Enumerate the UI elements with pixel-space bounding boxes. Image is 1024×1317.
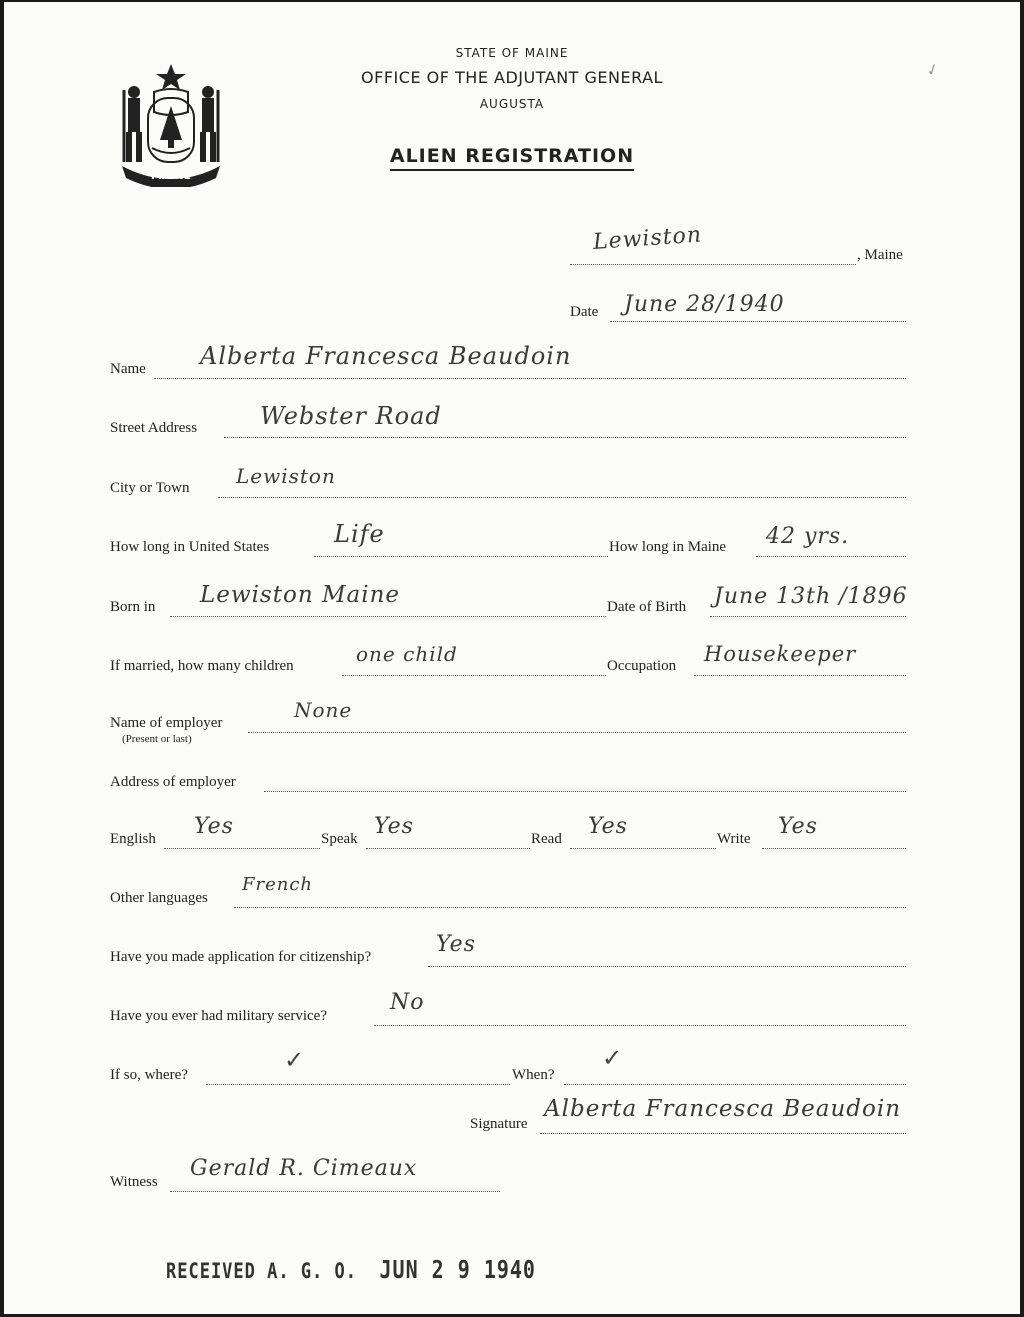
military-label: Have you ever had military service? [110, 1008, 327, 1024]
english-label: English [110, 831, 156, 847]
witness-value: Gerald R. Cimeaux [190, 1156, 418, 1181]
how-long-us-value: Life [334, 520, 385, 548]
town-value: Lewiston [592, 222, 703, 255]
street-line [224, 437, 906, 438]
occupation-line [694, 675, 906, 676]
how-long-maine-value: 42 yrs. [766, 524, 850, 549]
citizenship-line [428, 966, 906, 967]
town-line [570, 264, 856, 265]
children-line [342, 675, 606, 676]
other-languages-value: French [242, 874, 314, 895]
maine-label: , Maine [857, 247, 903, 263]
street-value: Webster Road [260, 402, 442, 430]
employer-label: Name of employer [110, 715, 223, 731]
when-check-value: ✓ [602, 1044, 623, 1072]
when-line [564, 1084, 906, 1085]
signature-value: Alberta Francesca Beaudoin [544, 1096, 902, 1122]
employer-sub-label: (Present or last) [122, 733, 192, 745]
read-line [570, 848, 716, 849]
form-title: ALIEN REGISTRATION [390, 145, 634, 171]
received-stamp-date: JUN 2 9 1940 [379, 1254, 536, 1284]
born-in-label: Born in [110, 599, 156, 615]
citizenship-label: Have you made application for citizenship? [110, 949, 372, 965]
seal-banner-text: MAINE [150, 169, 192, 182]
date-line [610, 321, 906, 322]
name-line [154, 378, 906, 379]
city-value: Lewiston [236, 464, 336, 488]
speak-value: Yes [374, 814, 414, 839]
write-label: Write [717, 831, 751, 847]
dob-label: Date of Birth [607, 599, 687, 615]
signature-label: Signature [470, 1116, 528, 1132]
english-value: Yes [194, 814, 234, 839]
date-value: June 28/1940 [624, 292, 785, 317]
received-stamp-label: RECEIVED A. G. O. [166, 1259, 357, 1284]
citizenship-value: Yes [436, 932, 476, 957]
how-long-maine-line [756, 556, 906, 557]
occupation-label: Occupation [607, 658, 677, 674]
occupation-value: Housekeeper [704, 642, 857, 666]
where-label: If so, where? [110, 1067, 188, 1083]
pencil-mark: ✓ [923, 58, 943, 81]
dob-line [710, 616, 906, 617]
how-long-us-label: How long in United States [110, 539, 270, 555]
how-long-us-line [314, 556, 608, 557]
read-label: Read [531, 831, 562, 847]
header-state: STATE OF MAINE [455, 46, 569, 60]
when-label: When? [512, 1067, 555, 1083]
employer-address-label: Address of employer [110, 774, 236, 790]
street-label: Street Address [110, 420, 198, 436]
other-languages-label: Other languages [110, 890, 208, 906]
where-line [206, 1084, 510, 1085]
witness-label: Witness [110, 1174, 158, 1190]
received-stamp [166, 1254, 536, 1284]
where-check-value: ✓ [284, 1046, 305, 1074]
name-value: Alberta Francesca Beaudoin [200, 342, 572, 370]
english-line [164, 848, 320, 849]
header-city: AUGUSTA [479, 97, 545, 111]
speak-label: Speak [321, 831, 358, 847]
write-value: Yes [778, 814, 818, 839]
write-line [762, 848, 906, 849]
witness-line [170, 1191, 500, 1192]
registration-form [4, 2, 1020, 1314]
how-long-maine-label: How long in Maine [609, 539, 727, 555]
city-label: City or Town [110, 480, 190, 496]
children-value: one child [356, 642, 458, 666]
read-value: Yes [588, 814, 628, 839]
name-label: Name [110, 361, 146, 377]
employer-address-line [264, 791, 906, 792]
born-in-value: Lewiston Maine [200, 582, 400, 608]
date-label: Date [570, 304, 599, 320]
military-line [374, 1025, 906, 1026]
signature-line [540, 1133, 906, 1134]
other-languages-line [234, 907, 906, 908]
employer-line [248, 732, 906, 733]
born-in-line [170, 616, 606, 617]
header-office: OFFICE OF THE ADJUTANT GENERAL [361, 68, 663, 87]
employer-value: None [294, 698, 353, 722]
city-line [218, 497, 906, 498]
dob-value: June 13th /1896 [714, 584, 908, 609]
military-value: No [390, 990, 425, 1015]
speak-line [366, 848, 530, 849]
children-label: If married, how many children [110, 658, 294, 674]
